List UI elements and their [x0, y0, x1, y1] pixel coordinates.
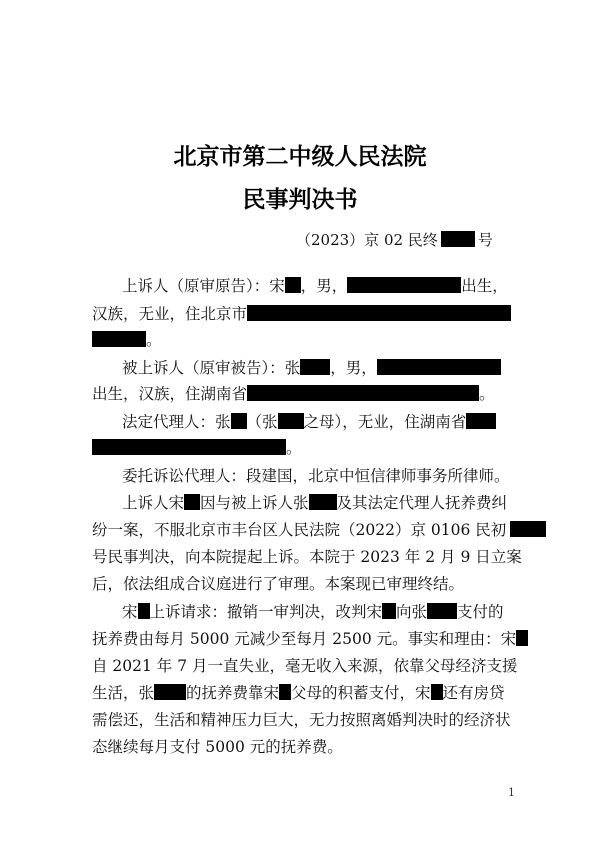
- redaction-bar: [247, 305, 511, 321]
- redaction-bar: [510, 521, 546, 537]
- redaction-bar: [247, 385, 479, 401]
- intro-line-2: [92, 520, 546, 540]
- text-span: 。: [479, 385, 495, 403]
- text-span: 被上诉人（原审被告）：张: [122, 359, 301, 377]
- text-span: 纷一案，不服北京市丰台区人民法院（2022）京 0106 民初: [92, 521, 507, 539]
- text-span: 上诉人（原审原告）：宋: [122, 277, 285, 295]
- redaction-bar: [285, 277, 301, 293]
- redaction-bar: [278, 413, 304, 429]
- text-span: ，男，: [330, 359, 377, 377]
- redaction-bar: [92, 439, 286, 455]
- text-span: 抚养费由每月 5000 元减少至每月 2500 元。事实和理由：宋: [92, 630, 517, 648]
- text-span: 法定代理人：张: [122, 413, 231, 431]
- redaction-bar: [441, 231, 475, 247]
- text-span: 及其法定代理人抚养费纠: [336, 494, 508, 512]
- text-span: 因与被上诉人张: [200, 494, 309, 512]
- redaction-bar: [347, 277, 461, 293]
- intro-line-3: 号民事判决，向本院提起上诉。本院于 2023 年 2 月 9 日立案: [92, 548, 522, 566]
- text-span: 还有房贷: [442, 684, 505, 702]
- case-number: [296, 229, 493, 250]
- document-type: 民事判决书: [242, 187, 358, 213]
- redaction-bar: [377, 359, 501, 375]
- intro-line-4: 后，依法组成合议庭进行了审理。本案现已审理终结。: [92, 575, 465, 593]
- claims-line-4: [92, 683, 505, 703]
- redaction-bar: [466, 413, 496, 429]
- text-span: 上诉请求：撤销一审判决，改判宋: [149, 603, 383, 621]
- text-span: 的抚养费靠宋: [186, 684, 280, 702]
- claims-line-5: 需偿还，生活和精神压力巨大，无力按照离婚判决时的经济状: [92, 711, 511, 729]
- claims-line-6: 态继续每月支付 5000 元的抚养费。: [92, 738, 343, 756]
- text-span: 向张: [396, 603, 428, 621]
- text-span: 上诉人宋: [122, 494, 185, 512]
- redaction-bar: [427, 603, 457, 619]
- text-span: 。: [286, 439, 302, 457]
- page-number: 1: [508, 786, 515, 799]
- claims-line-1: [122, 602, 504, 622]
- appellant-line-1: [122, 276, 508, 296]
- redaction-bar: [184, 494, 200, 510]
- text-span: 。: [146, 331, 162, 349]
- text-span: 出生，: [461, 277, 508, 295]
- text-span: 宋: [122, 603, 138, 621]
- redaction-bar: [231, 413, 247, 429]
- legal-rep-line-2: [92, 438, 302, 458]
- redaction-bar: [92, 331, 146, 347]
- redaction-bar: [516, 630, 528, 646]
- agent-line: 委托诉讼代理人：段建国，北京中恒信律师事务所律师。: [122, 467, 510, 485]
- claims-line-3: 自 2021 年 7 月一直失业，毫无收入来源，依靠父母经济支援: [92, 657, 518, 675]
- claims-line-2: [92, 629, 528, 649]
- intro-line-1: [122, 493, 507, 513]
- text-span: 汉族，无业，住北京市: [92, 305, 248, 323]
- text-span: 出生，汉族，住湖南省: [92, 385, 248, 403]
- text-span: 生活，张: [92, 684, 155, 702]
- appellee-line-1: [122, 358, 501, 378]
- text-span: 之母），无业，住湖南省: [303, 413, 467, 431]
- legal-rep-line-1: [122, 412, 496, 432]
- redaction-bar: [309, 494, 337, 510]
- text-span: 支付的: [457, 603, 504, 621]
- court-name: 北京市第二中级人民法院: [173, 144, 427, 170]
- text-span: （张: [246, 413, 278, 431]
- text-span: ，男，: [300, 277, 348, 295]
- appellee-line-2: [92, 384, 495, 404]
- redaction-bar: [138, 603, 150, 619]
- appellant-line-2: [92, 304, 511, 324]
- redaction-bar: [300, 359, 330, 375]
- appellant-line-3: [92, 330, 162, 350]
- text-span: 父母的积蓄支付，宋: [291, 684, 431, 702]
- redaction-bar: [382, 603, 396, 619]
- case-number-suffix: 号: [477, 231, 493, 249]
- case-number-prefix: （2023）京 02 民终: [296, 231, 438, 249]
- redaction-bar: [279, 684, 291, 700]
- redaction-bar: [154, 684, 186, 700]
- redaction-bar: [431, 684, 443, 700]
